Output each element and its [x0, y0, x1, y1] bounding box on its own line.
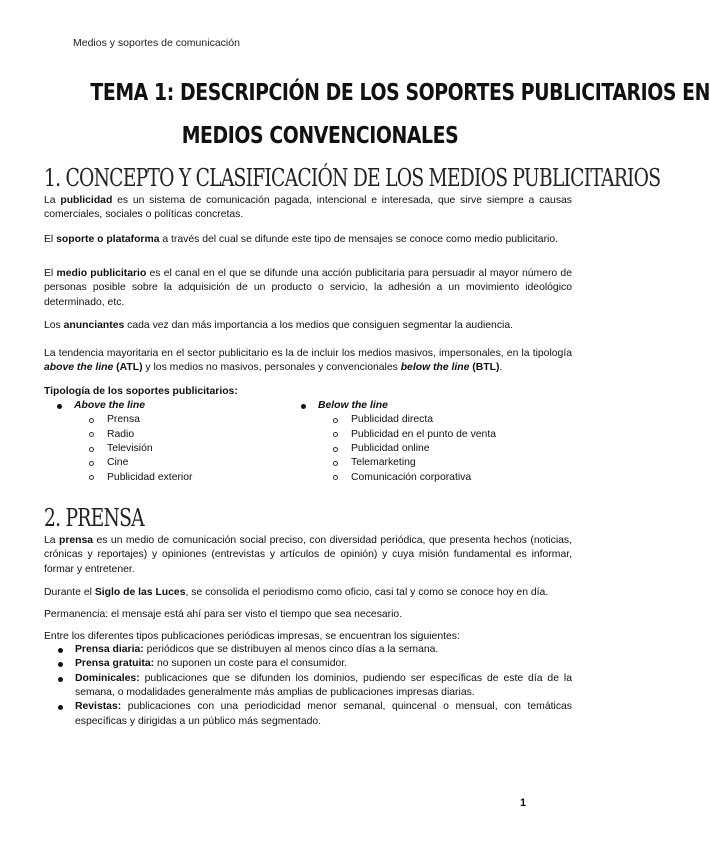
paragraph-prensa: La prensa es un medio de comunicación social preciso, con diversidad periódica, que presenta hechos (noticias, crónicas y reportajes) y opiniones (entrevistas y artículos de opinión) y cuya misión fundamental es informar, formar y entretener.: [44, 535, 572, 575]
list-item: Prensa diaria: periódicos que se distribuyen al menos cinco días a la semana.: [58, 643, 572, 657]
paragraph-anunciantes: Los anunciantes cada vez dan más importancia a los medios que consiguen segmentar la audiencia.: [44, 320, 514, 331]
atl-item: Televisión: [89, 442, 192, 456]
list-item: Dominicales: publicaciones que se difunden los dominios, pudiendo ser específicas de este día de la semana, o modalidades generalmente más amplias de publicaciones impresas diarias.: [58, 672, 572, 701]
btl-heading: Below the line: [301, 399, 496, 413]
page-number: 1: [520, 797, 527, 809]
list-item: Prensa gratuita: no suponen un coste para el consumidor.: [58, 657, 572, 671]
btl-item: Publicidad online: [333, 442, 496, 456]
btl-item: Publicidad directa: [333, 413, 496, 427]
paragraph-tendencia: La tendencia mayoritaria en el sector publicitario es la de incluir los medios masivos, impersonales, en la tipología above the line (ATL) y los medios no masivos, personales y convencionales below the line (BTL).: [44, 348, 572, 374]
atl-item: Cine: [89, 456, 192, 470]
paragraph-permanencia: Permanencia: el mensaje está ahí para ser visto el tiempo que sea necesario.: [44, 609, 403, 620]
btl-column: [301, 399, 496, 485]
section-2-heading: 2. PRENSA: [44, 504, 144, 532]
list-item: Revistas: publicaciones con una periodicidad menor semanal, quincenal o mensual, con temáticas específicas y dirigidas a un público más segmentado.: [58, 700, 572, 729]
publication-types-list: [58, 643, 572, 729]
btl-item: Telemarketing: [333, 456, 496, 470]
page-header: Medios y soportes de comunicación: [73, 37, 240, 49]
atl-item: Prensa: [89, 413, 192, 427]
btl-item: Publicidad en el punto de venta: [333, 428, 496, 442]
paragraph-tipos: Entre los diferentes tipos publicaciones periódicas impresas, se encuentran los siguientes:: [44, 631, 460, 642]
atl-item: Publicidad exterior: [89, 471, 192, 485]
atl-heading: Above the line: [57, 399, 192, 413]
atl-item: Radio: [89, 428, 192, 442]
paragraph-soporte: El soporte o plataforma a través del cual se difunde este tipo de mensajes se conoce como medio publicitario.: [44, 234, 559, 245]
paragraph-medio-publicitario: El medio publicitario es el canal en el que se difunde una acción publicitaria para persuadir al mayor número de personas posible sobre la adquisición de un producto o servicio, la adhesión a un movimiento ideológico determinado, etc.: [44, 268, 572, 308]
typology-label: Tipología de los soportes publicitarios:: [44, 386, 238, 397]
title-line-1: TEMA 1: DESCRIPCIÓN DE LOS SOPORTES PUBLICITARIOS EN: [90, 80, 710, 106]
paragraph-siglo-luces: Durante el Siglo de las Luces, se consolida el periodismo como oficio, casi tal y como se conoce hoy en día.: [44, 587, 549, 598]
paragraph-publicidad: La publicidad es un sistema de comunicación pagada, intencional e interesada, que sirve siempre a causas comerciales, sociales o políticas concretas.: [44, 195, 572, 221]
btl-item: Comunicación corporativa: [333, 471, 496, 485]
section-1-heading: 1. CONCEPTO Y CLASIFICACIÓN DE LOS MEDIOS PUBLICITARIOS: [44, 164, 661, 192]
title-line-2: MEDIOS CONVENCIONALES: [181, 123, 459, 149]
page-title: [90, 72, 710, 158]
atl-column: [57, 399, 192, 485]
